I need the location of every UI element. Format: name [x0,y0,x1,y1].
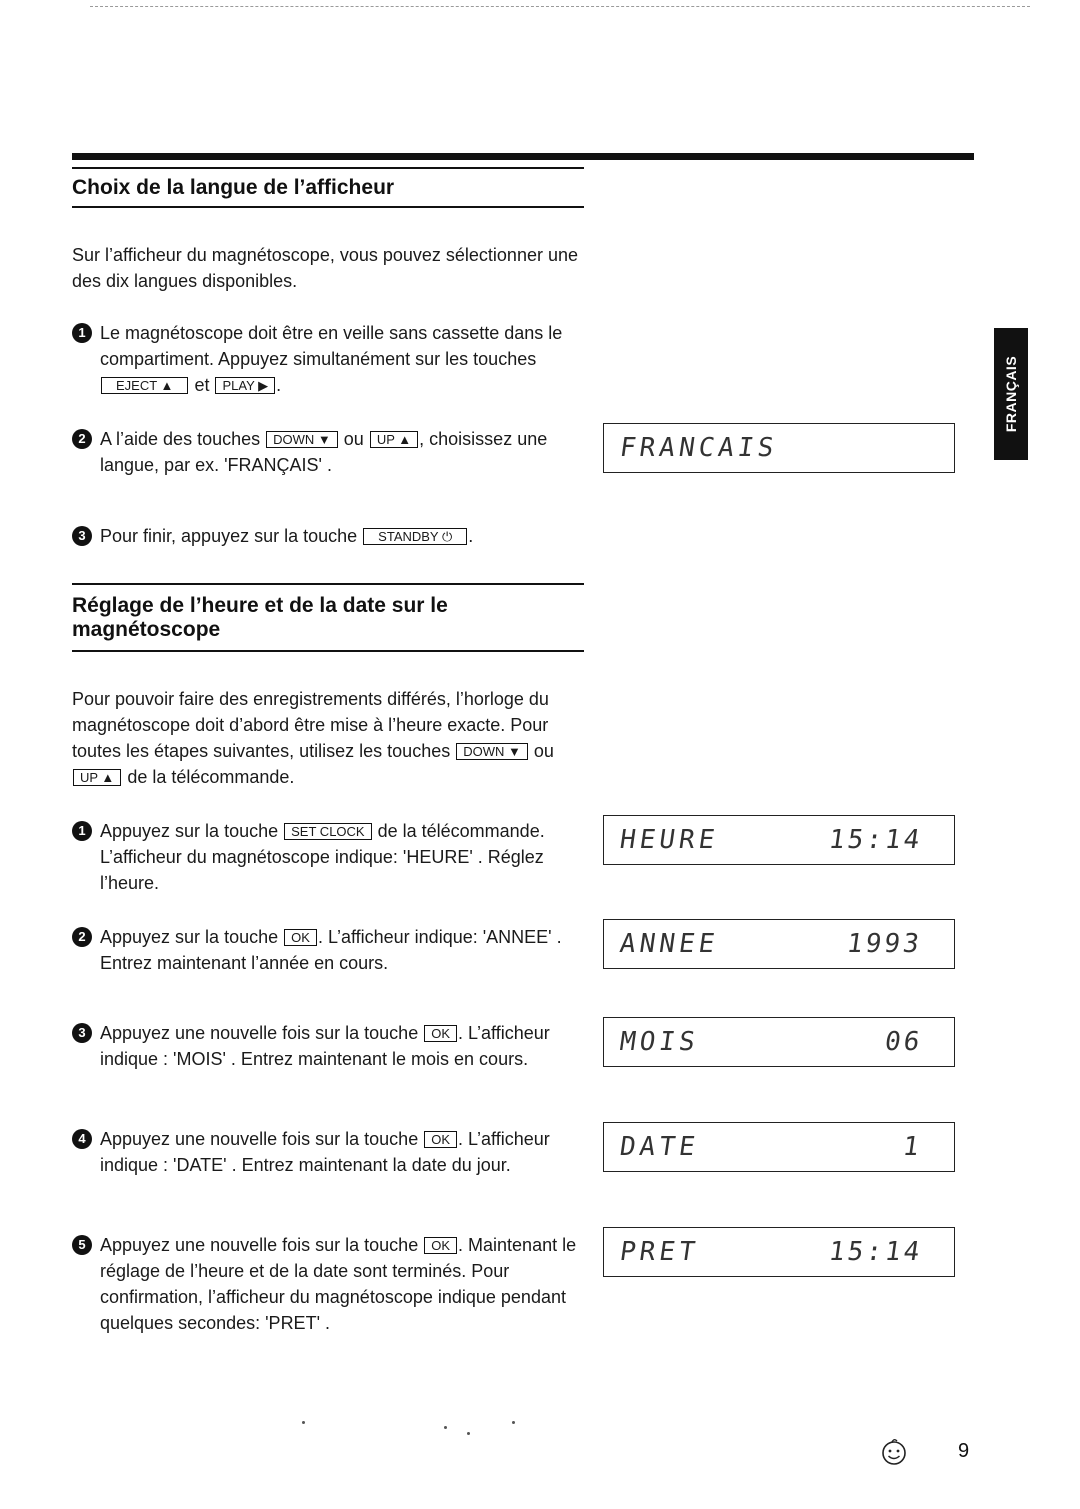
lcd-word: ANNEE [617,929,721,959]
lcd-word: HEURE [617,825,721,855]
lcd-word: DATE [617,1132,701,1162]
play-key: PLAY ▶ [215,377,275,394]
section2-step-2 [72,924,582,976]
section1-title: Choix de la langue de l’afficheur [72,176,395,199]
step-number: 2 [72,927,92,947]
eject-key: EJECT ▲ [101,377,188,394]
up-key: UP ▲ [73,769,121,786]
ok-key: OK [424,1237,457,1254]
set-clock-key: SET CLOCK [284,823,371,840]
lcd-word: PRET [617,1237,701,1267]
step-number: 2 [72,429,92,449]
lcd-value: 1993 [845,929,925,959]
lcd-value: 15:14 [826,825,925,855]
down-key: DOWN ▼ [266,431,338,448]
step-number: 3 [72,1023,92,1043]
step-text: Appuyez sur la touche SET CLOCK de la télécommande. L’afficheur du magnétoscope indique: 'HEURE' . Réglez l’heure. [100,821,545,893]
section2-step-1 [72,818,582,896]
ok-key: OK [424,1131,457,1148]
lcd-value: 06 [882,1027,925,1057]
section2-rule-top [72,583,584,585]
step-text: A l’aide des touches DOWN ▼ ou UP ▲ , choisissez une langue, par ex. 'FRANÇAIS' . [100,429,548,475]
lcd-display-language [603,423,955,473]
section1-rule-bottom [72,206,584,208]
section2-step-3 [72,1020,582,1072]
lcd-value: 15:14 [826,1237,925,1267]
section2-step-5 [72,1232,582,1336]
scan-speck [467,1432,470,1435]
section2-rule-bottom [72,650,584,652]
step-text: Appuyez une nouvelle fois sur la touche OK . L’afficheur indique : 'MOIS' . Entrez maintenant le mois en cours. [100,1023,550,1069]
top-rule [72,153,974,160]
lcd-value: 1 [901,1132,925,1162]
section1-rule-top [72,167,584,169]
side-tab-label: FRANÇAIS [1003,355,1019,433]
up-key: UP ▲ [370,431,418,448]
section1-step-3 [72,523,582,549]
scan-speck [512,1421,515,1424]
lcd-word: FRANCAIS [617,433,780,463]
step-text: Appuyez une nouvelle fois sur la touche OK . Maintenant le réglage de l’heure et de la date sont terminés. Pour confirmation, l’afficheur du magnétoscope indique pendant quelques secondes: 'PRET' . [100,1235,577,1333]
step-text: Appuyez une nouvelle fois sur la touche OK . L’afficheur indique : 'DATE' . Entrez maintenant la date du jour. [100,1129,550,1175]
lcd-display-pret [603,1227,955,1277]
standby-key: STANDBY ⏻ [363,528,467,545]
smiley-face-icon [878,1436,910,1468]
section1-intro: Sur l’afficheur du magnétoscope, vous pouvez sélectionner une des dix langues disponibles. [72,245,578,291]
scan-speck [302,1421,305,1424]
lcd-display-annee [603,919,955,969]
lcd-display-heure [603,815,955,865]
step-text: Pour finir, appuyez sur la touche STANDBY ⏻ . [100,526,474,546]
language-side-tab [994,328,1028,460]
section2-intro: Pour pouvoir faire des enregistrements différés, l’horloge du magnétoscope doit d’abord être mise à l’heure exacte. Pour toutes les étapes suivantes, utilisez les touches DOWN ▼ ou UP ▲ de la télécommande. [72,689,554,787]
scan-artifact-line [90,6,1030,7]
ok-key: OK [284,929,317,946]
section2-step-4 [72,1126,582,1178]
down-key: DOWN ▼ [456,743,528,760]
page-number: 9 [958,1440,970,1462]
lcd-word: MOIS [617,1027,701,1057]
section2-title: Réglage de l’heure et de la date sur le magnétoscope [72,594,448,641]
step-number: 4 [72,1129,92,1149]
step-text: Le magnétoscope doit être en veille sans cassette dans le compartiment. Appuyez simultanément sur les touches EJECT ▲ et PLAY ▶ . [100,323,563,395]
section1-step-2 [72,426,582,478]
step-number: 1 [72,323,92,343]
lcd-display-date [603,1122,955,1172]
scan-speck [444,1426,447,1429]
section1-step-1 [72,320,582,398]
lcd-display-mois [603,1017,955,1067]
step-text: Appuyez sur la touche OK . L’afficheur indique: 'ANNEE' . Entrez maintenant l’année en cours. [100,927,562,973]
step-number: 5 [72,1235,92,1255]
step-number: 1 [72,821,92,841]
ok-key: OK [424,1025,457,1042]
step-number: 3 [72,526,92,546]
